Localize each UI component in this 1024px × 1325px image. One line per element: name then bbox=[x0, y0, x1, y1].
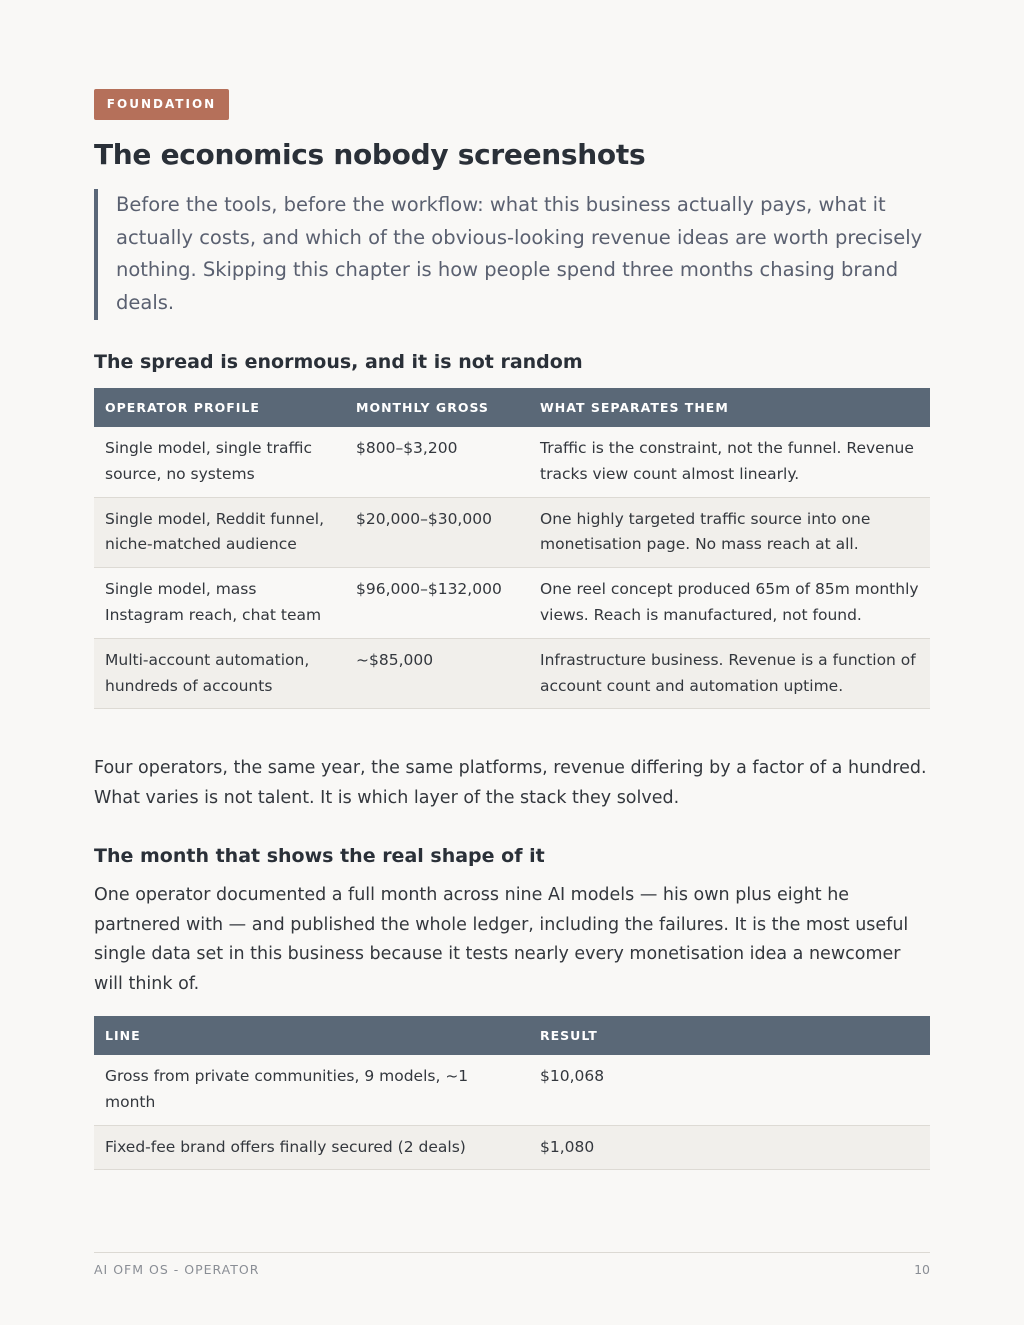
chapter-badge: FOUNDATION bbox=[94, 89, 229, 120]
table-cell: Gross from private communities, 9 models, ~1 month bbox=[94, 1055, 529, 1125]
table-cell: $800–$3,200 bbox=[345, 427, 529, 497]
footer-divider bbox=[94, 1252, 930, 1253]
table-row bbox=[94, 568, 930, 639]
table-cell: Single model, Reddit funnel, niche-matched audience bbox=[94, 497, 345, 568]
section-heading-month: The month that shows the real shape of it bbox=[94, 845, 545, 867]
column-header: LINE bbox=[94, 1016, 529, 1055]
table-cell: $1,080 bbox=[529, 1125, 930, 1170]
table-cell: Single model, single traffic source, no systems bbox=[94, 427, 345, 497]
paragraph-intro: One operator documented a full month across nine AI models — his own plus eight he partnered with — and published the whole ledger, including the failures. It is the most useful single data set in this business because it tests nearly every monetisation idea a newcomer will think of. bbox=[94, 885, 909, 994]
table-row bbox=[94, 1055, 930, 1125]
table-cell: Multi-account automation, hundreds of accounts bbox=[94, 638, 345, 709]
page-title: The economics nobody screenshots bbox=[94, 138, 646, 171]
ledger-table bbox=[94, 1016, 930, 1170]
table-row bbox=[94, 497, 930, 568]
page-number: 10 bbox=[914, 1262, 930, 1277]
table-cell: $96,000–$132,000 bbox=[345, 568, 529, 639]
table-row bbox=[94, 1125, 930, 1170]
column-header: RESULT bbox=[529, 1016, 930, 1055]
column-header: WHAT SEPARATES THEM bbox=[529, 388, 930, 427]
table-cell: One reel concept produced 65m of 85m monthly views. Reach is manufactured, not found. bbox=[529, 568, 930, 639]
footer-doc-title: AI OFM OS - OPERATOR bbox=[94, 1262, 260, 1277]
paragraph-after-table: Four operators, the same year, the same platforms, revenue differing by a factor of a hundred. What varies is not talent. It is which layer of the stack they solved. bbox=[94, 758, 927, 808]
section-heading-spread: The spread is enormous, and it is not random bbox=[94, 351, 583, 373]
table-cell: Fixed-fee brand offers finally secured (2 deals) bbox=[94, 1125, 529, 1170]
table-cell: $20,000–$30,000 bbox=[345, 497, 529, 568]
column-header: OPERATOR PROFILE bbox=[94, 388, 345, 427]
table-cell: Traffic is the constraint, not the funnel. Revenue tracks view count almost linearly. bbox=[529, 427, 930, 497]
table-cell: ~$85,000 bbox=[345, 638, 529, 709]
lede-quote: Before the tools, before the workflow: what this business actually pays, what it actually costs, and which of the obvious-looking revenue ideas are worth precisely nothing. Skipping this chapter is how people spend three months chasing brand deals. bbox=[94, 189, 930, 320]
table-cell: Single model, mass Instagram reach, chat team bbox=[94, 568, 345, 639]
table-cell: Infrastructure business. Revenue is a function of account count and automation uptime. bbox=[529, 638, 930, 709]
operator-table bbox=[94, 388, 930, 709]
column-header: MONTHLY GROSS bbox=[345, 388, 529, 427]
table-cell: One highly targeted traffic source into one monetisation page. No mass reach at all. bbox=[529, 497, 930, 568]
table-cell: $10,068 bbox=[529, 1055, 930, 1125]
table-row bbox=[94, 427, 930, 497]
table-header-row bbox=[94, 388, 930, 427]
table-row bbox=[94, 638, 930, 709]
table-header-row bbox=[94, 1016, 930, 1055]
